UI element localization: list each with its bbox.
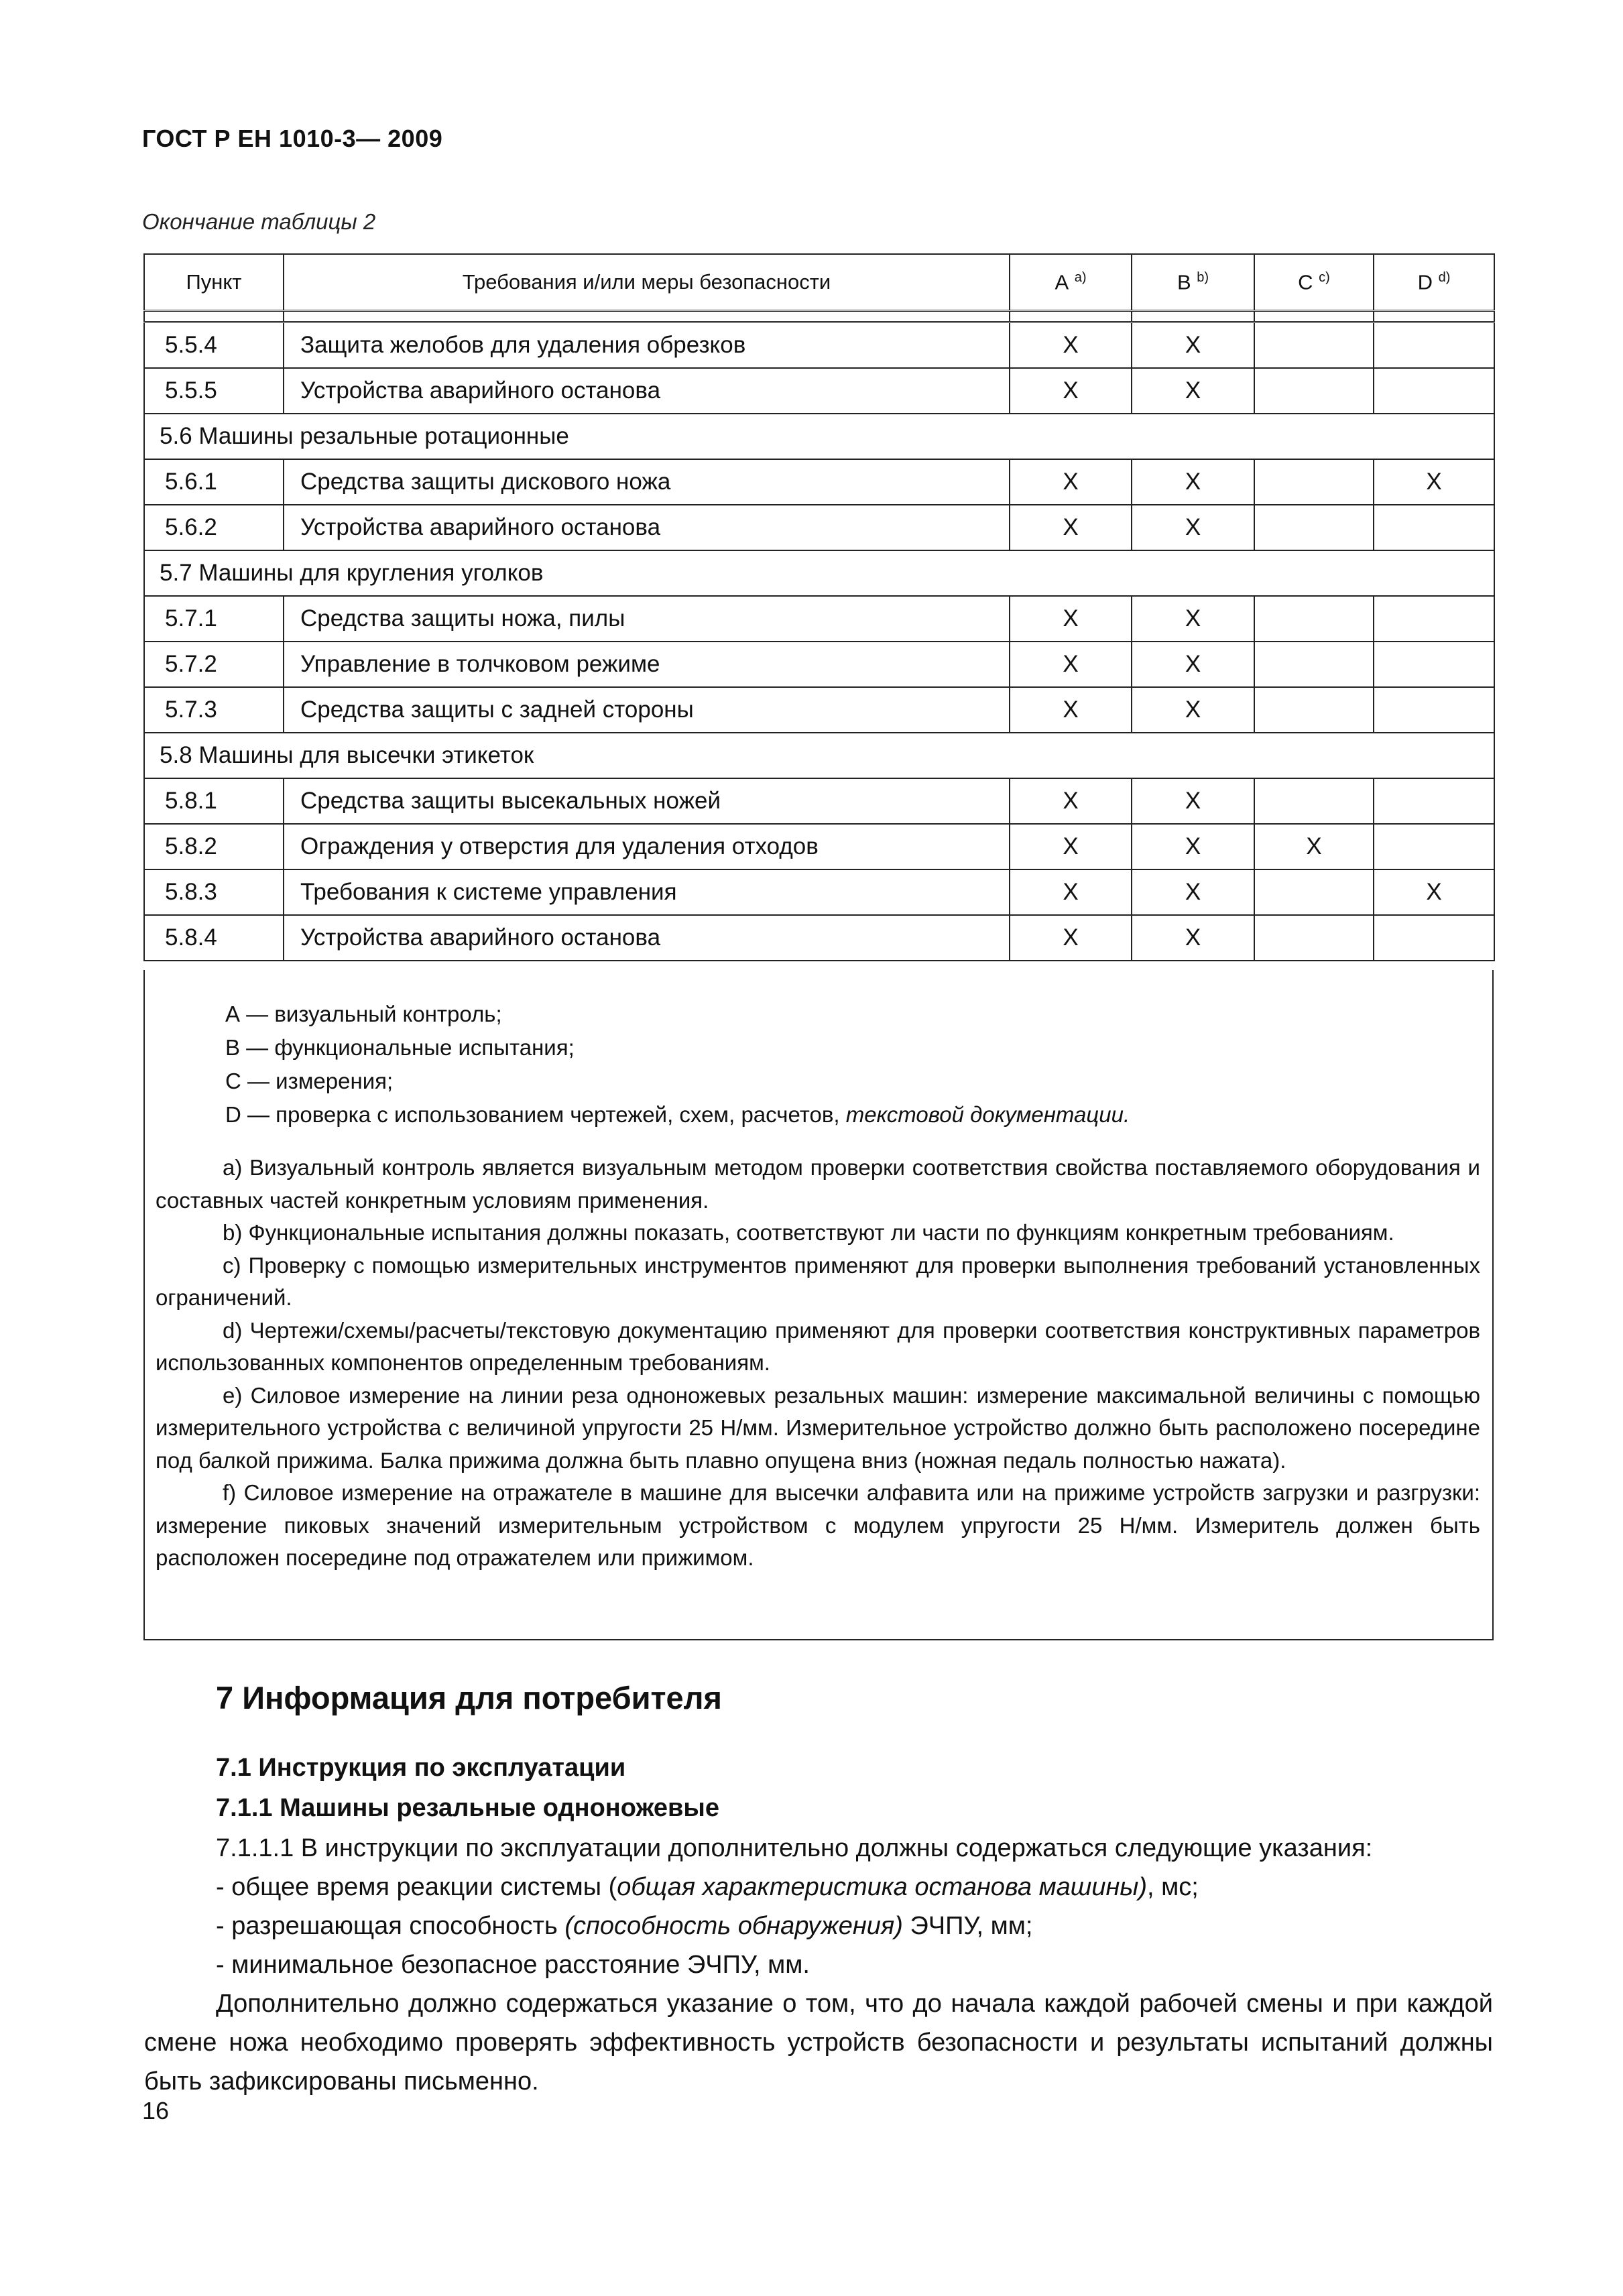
check-mark-d bbox=[1374, 505, 1494, 550]
check-mark-c bbox=[1254, 368, 1374, 414]
check-mark-d: X bbox=[1374, 869, 1494, 915]
footnote-a: а) Визуальный контроль является визуальным методом проверки соответствия свойства поставляемого оборудования и составных частей конкретным условиям применения. bbox=[156, 1155, 1480, 1213]
intro-paragraph: 7.1.1.1 В инструкции по эксплуатации дополнительно должны содержаться следующие указания: bbox=[216, 1834, 1373, 1862]
check-mark-a: X bbox=[1010, 915, 1132, 961]
item-number: 5.6.1 bbox=[144, 459, 284, 505]
check-mark-b: X bbox=[1132, 642, 1254, 687]
check-mark-d bbox=[1374, 687, 1494, 733]
table-row bbox=[144, 322, 1494, 369]
footnote-c: c) Проверку с помощью измерительных инструментов применяют для проверки выполнения требований установленных ограничений. bbox=[156, 1252, 1480, 1310]
list-item: - общее время реакции системы (общая характеристика останова машины), мс; bbox=[216, 1873, 1199, 1901]
check-mark-a: X bbox=[1010, 596, 1132, 642]
item-number: 5.8.1 bbox=[144, 778, 284, 824]
footnote-d: d) Чертежи/схемы/расчеты/текстовую документацию применяют для проверки соответствия конструктивных параметров использованных компонентов определенным требованиям. bbox=[156, 1317, 1480, 1375]
section-title: 7 Информация для потребителя bbox=[216, 1680, 722, 1715]
item-number: 5.7.1 bbox=[144, 596, 284, 642]
col-header-c: С $^{c)}$ bbox=[1254, 254, 1374, 311]
requirement-text: Средства защиты ножа, пилы bbox=[284, 596, 1010, 642]
requirement-text: Управление в толчковом режиме bbox=[284, 642, 1010, 687]
check-mark-b: X bbox=[1132, 459, 1254, 505]
check-mark-b: X bbox=[1132, 596, 1254, 642]
requirement-text: Требования к системе управления bbox=[284, 869, 1010, 915]
col-header-a: А $^{a)}$ bbox=[1010, 254, 1132, 311]
item-number: 5.7.2 bbox=[144, 642, 284, 687]
list-item: - разрешающая способность (способность обнаружения) ЭЧПУ, мм; bbox=[216, 1912, 1033, 1940]
legend-a: А — визуальный контроль; bbox=[225, 1002, 502, 1026]
col-header-d: D $^{d)}$ bbox=[1374, 254, 1494, 311]
legend bbox=[225, 998, 1130, 1132]
check-mark-d bbox=[1374, 915, 1494, 961]
check-mark-a: X bbox=[1010, 322, 1132, 369]
requirement-text: Средства защиты с задней стороны bbox=[284, 687, 1010, 733]
table-body bbox=[144, 311, 1494, 961]
check-mark-d bbox=[1374, 642, 1494, 687]
group-row bbox=[144, 414, 1494, 459]
table-row bbox=[144, 687, 1494, 733]
legend-c: С — измерения; bbox=[225, 1069, 394, 1093]
check-mark-a: X bbox=[1010, 687, 1132, 733]
requirement-text: Защита желобов для удаления обрезков bbox=[284, 322, 1010, 369]
table-row bbox=[144, 915, 1494, 961]
item-number: 5.6.2 bbox=[144, 505, 284, 550]
table-row bbox=[144, 505, 1494, 550]
subsubsection-title: 7.1.1 Машины резальные одноножевые bbox=[216, 1794, 719, 1822]
check-mark-d bbox=[1374, 322, 1494, 369]
check-mark-b: X bbox=[1132, 505, 1254, 550]
check-mark-c bbox=[1254, 596, 1374, 642]
check-mark-b: X bbox=[1132, 322, 1254, 369]
table-row bbox=[144, 459, 1494, 505]
requirement-text: Устройства аварийного останова bbox=[284, 505, 1010, 550]
requirement-text: Средства защиты дискового ножа bbox=[284, 459, 1010, 505]
col-header-requirements: Требования и/или меры безопасности bbox=[284, 254, 1010, 311]
footnote-b: b) Функциональные испытания должны показать, соответствуют ли части по функциям конкретным требованиям. bbox=[223, 1220, 1394, 1245]
item-number: 5.7.3 bbox=[144, 687, 284, 733]
requirement-text: Ограждения у отверстия для удаления отходов bbox=[284, 824, 1010, 869]
check-mark-c bbox=[1254, 642, 1374, 687]
legend-b: В — функциональные испытания; bbox=[225, 1035, 575, 1060]
group-row bbox=[144, 550, 1494, 596]
check-mark-d bbox=[1374, 368, 1494, 414]
group-label: 5.8 Машины для высечки этикеток bbox=[144, 733, 1494, 778]
group-row bbox=[144, 733, 1494, 778]
group-label: 5.7 Машины для кругления уголков bbox=[144, 550, 1494, 596]
requirement-text: Устройства аварийного останова bbox=[284, 915, 1010, 961]
check-mark-a: X bbox=[1010, 368, 1132, 414]
check-mark-d: X bbox=[1374, 459, 1494, 505]
check-mark-c bbox=[1254, 322, 1374, 369]
check-mark-a: X bbox=[1010, 642, 1132, 687]
check-mark-a: X bbox=[1010, 824, 1132, 869]
check-mark-c: X bbox=[1254, 824, 1374, 869]
item-number: 5.5.5 bbox=[144, 368, 284, 414]
item-number: 5.5.4 bbox=[144, 322, 284, 369]
table-row bbox=[144, 824, 1494, 869]
table-row bbox=[144, 596, 1494, 642]
check-mark-a: X bbox=[1010, 459, 1132, 505]
item-number: 5.8.3 bbox=[144, 869, 284, 915]
col-header-item: Пункт bbox=[144, 254, 284, 311]
check-mark-b: X bbox=[1132, 824, 1254, 869]
check-mark-d bbox=[1374, 824, 1494, 869]
check-mark-c bbox=[1254, 869, 1374, 915]
check-mark-a: X bbox=[1010, 869, 1132, 915]
check-mark-b: X bbox=[1132, 915, 1254, 961]
table-caption: Окончание таблицы 2 bbox=[142, 209, 376, 234]
group-label: 5.6 Машины резальные ротационные bbox=[144, 414, 1494, 459]
check-mark-b: X bbox=[1132, 687, 1254, 733]
footnote-f: f) Силовое измерение на отражателе в машине для высечки алфавита или на прижиме устройств загрузки и разгрузки: измерение пиковых значений измерительным устройством с модулем упругости 25 Н/мм. Измеритель должен быть расположен посередине под отражателем или прижимом. bbox=[156, 1480, 1480, 1570]
check-mark-d bbox=[1374, 596, 1494, 642]
document-header: ГОСТ Р ЕН 1010-3— 2009 bbox=[142, 125, 443, 152]
check-mark-c bbox=[1254, 915, 1374, 961]
table-row bbox=[144, 368, 1494, 414]
item-number: 5.8.2 bbox=[144, 824, 284, 869]
check-mark-c bbox=[1254, 505, 1374, 550]
check-mark-b: X bbox=[1132, 778, 1254, 824]
footnotes bbox=[156, 1152, 1480, 1575]
requirement-text: Устройства аварийного останова bbox=[284, 368, 1010, 414]
check-mark-c bbox=[1254, 687, 1374, 733]
header-separator bbox=[144, 311, 1494, 322]
subsection-title: 7.1 Инструкция по эксплуатации bbox=[216, 1754, 626, 1782]
item-number: 5.8.4 bbox=[144, 915, 284, 961]
check-mark-d bbox=[1374, 778, 1494, 824]
check-mark-a: X bbox=[1010, 778, 1132, 824]
check-mark-c bbox=[1254, 459, 1374, 505]
legend-d: D — проверка с использованием чертежей, схем, расчетов, текстовой документации. bbox=[225, 1102, 1130, 1127]
col-header-b: В $^{b)}$ bbox=[1132, 254, 1254, 311]
closing-paragraph: Дополнительно должно содержаться указание о том, что до начала каждой рабочей смены и при каждой смене ножа необходимо проверять эффективность устройств безопасности и результаты испытаний должны быть зафиксированы письменно. bbox=[144, 1990, 1493, 2096]
check-mark-b: X bbox=[1132, 869, 1254, 915]
table-header-row bbox=[144, 254, 1494, 311]
check-mark-a: X bbox=[1010, 505, 1132, 550]
list-item: - минимальное безопасное расстояние ЭЧПУ, мм. bbox=[216, 1951, 810, 1979]
check-mark-b: X bbox=[1132, 368, 1254, 414]
footnote-e: е) Силовое измерение на линии реза одноножевых резальных машин: измерение максимальной величины с помощью измерительного устройства с величиной упругости 25 Н/мм. Измерительное устройство должно быть расположено посередине под балкой прижима. Балка прижима должна быть плавно опущена вниз (ножная педаль полностью нажата). bbox=[156, 1382, 1480, 1473]
section-body bbox=[144, 1829, 1493, 2101]
table-row bbox=[144, 778, 1494, 824]
check-mark-c bbox=[1254, 778, 1374, 824]
requirement-text: Средства защиты высекальных ножей bbox=[284, 778, 1010, 824]
table-row bbox=[144, 642, 1494, 687]
page-number: 16 bbox=[142, 2097, 170, 2124]
requirements-table bbox=[143, 253, 1495, 961]
table-row bbox=[144, 869, 1494, 915]
